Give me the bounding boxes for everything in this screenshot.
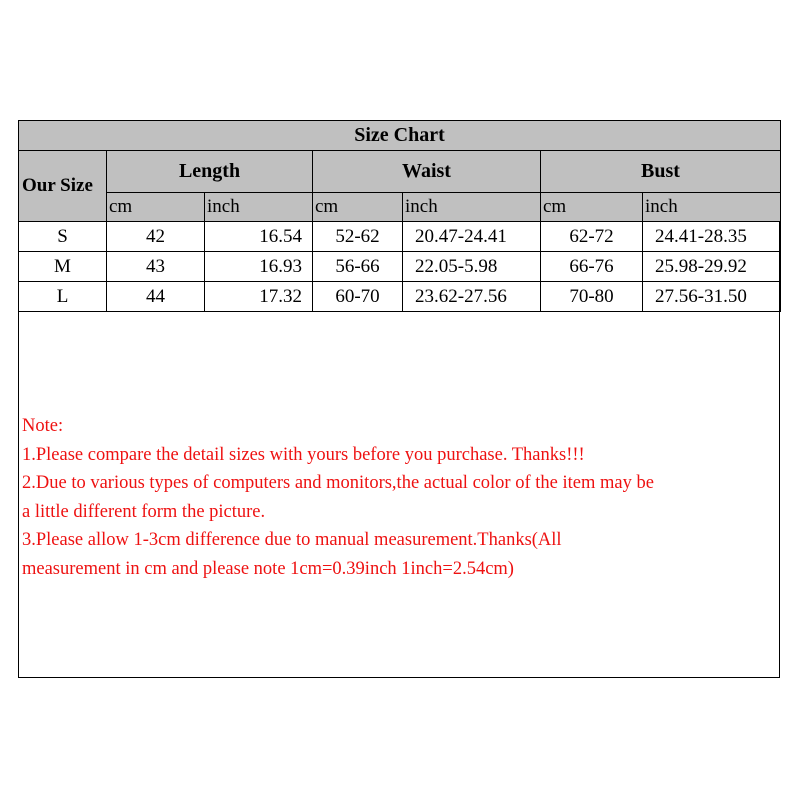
bust-cm-cell: 66-76 bbox=[541, 252, 643, 282]
table-row bbox=[19, 282, 781, 312]
length-cm-cell: 44 bbox=[107, 282, 205, 312]
our-size-header: Our Size bbox=[19, 151, 107, 222]
note-line: 3.Please allow 1-3cm difference due to manual measurement.Thanks(All bbox=[22, 530, 562, 551]
table-row bbox=[19, 252, 781, 282]
size-chart-table bbox=[18, 120, 781, 312]
note-line: 2.Due to various types of computers and monitors,the actual color of the item may be bbox=[22, 473, 654, 494]
length-inch-unit: inch bbox=[205, 193, 313, 222]
length-inch-cell: 16.93 bbox=[205, 252, 313, 282]
length-cm-cell: 42 bbox=[107, 222, 205, 252]
size-cell: L bbox=[19, 282, 107, 312]
bust-cm-cell: 70-80 bbox=[541, 282, 643, 312]
waist-cm-cell: 56-66 bbox=[313, 252, 403, 282]
waist-inch-cell: 20.47-24.41 bbox=[403, 222, 541, 252]
notes-block bbox=[22, 412, 774, 584]
waist-cm-unit: cm bbox=[313, 193, 403, 222]
note-line: measurement in cm and please note 1cm=0.39inch 1inch=2.54cm) bbox=[22, 558, 514, 579]
length-cm-cell: 43 bbox=[107, 252, 205, 282]
bust-inch-cell: 24.41-28.35 bbox=[643, 222, 781, 252]
table-title: Size Chart bbox=[19, 121, 781, 151]
bust-cm-cell: 62-72 bbox=[541, 222, 643, 252]
waist-inch-unit: inch bbox=[403, 193, 541, 222]
length-inch-cell: 17.32 bbox=[205, 282, 313, 312]
size-cell: S bbox=[19, 222, 107, 252]
bust-inch-cell: 27.56-31.50 bbox=[643, 282, 781, 312]
waist-cm-cell: 60-70 bbox=[313, 282, 403, 312]
size-cell: M bbox=[19, 252, 107, 282]
notes-heading: Note: bbox=[22, 416, 64, 436]
waist-cm-cell: 52-62 bbox=[313, 222, 403, 252]
bust-header: Bust bbox=[541, 151, 781, 193]
note-line: a little different form the picture. bbox=[22, 501, 266, 522]
bust-inch-cell: 25.98-29.92 bbox=[643, 252, 781, 282]
waist-inch-cell: 22.05-5.98 bbox=[403, 252, 541, 282]
bust-inch-unit: inch bbox=[643, 193, 781, 222]
waist-inch-cell: 23.62-27.56 bbox=[403, 282, 541, 312]
table-row bbox=[19, 222, 781, 252]
length-inch-cell: 16.54 bbox=[205, 222, 313, 252]
length-cm-unit: cm bbox=[107, 193, 205, 222]
waist-header: Waist bbox=[313, 151, 541, 193]
length-header: Length bbox=[107, 151, 313, 193]
note-line: 1.Please compare the detail sizes with yours before you purchase. Thanks!!! bbox=[22, 444, 585, 465]
bust-cm-unit: cm bbox=[541, 193, 643, 222]
